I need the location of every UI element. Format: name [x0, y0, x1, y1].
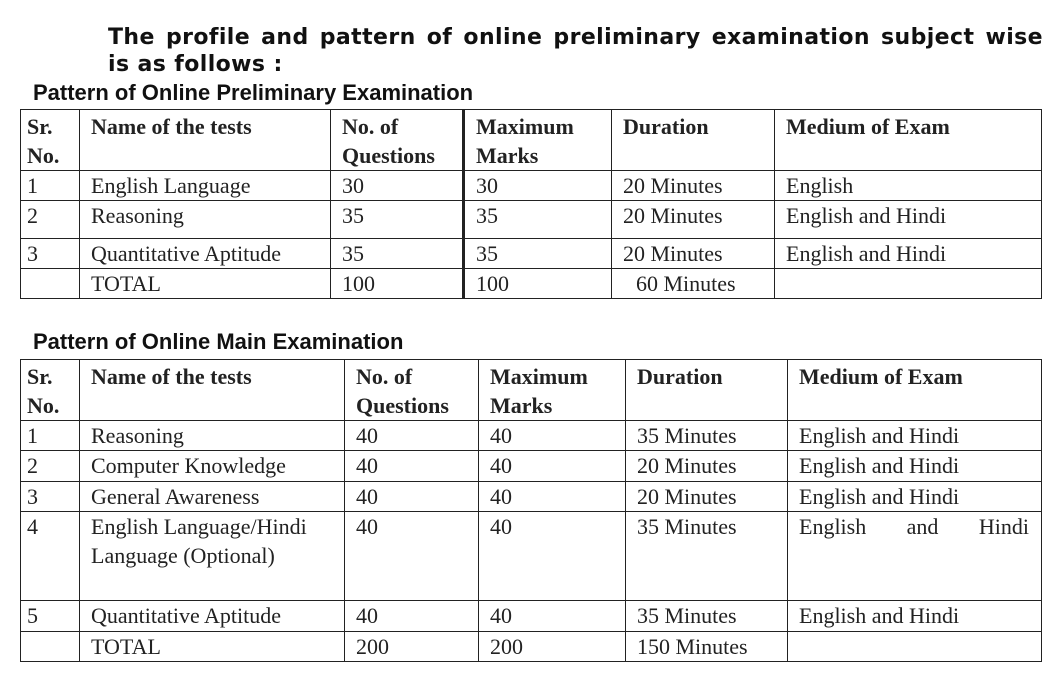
cell-test-name: General Awareness	[80, 482, 345, 512]
header-medium: Medium of Exam	[788, 360, 1042, 421]
cell-test-name: Computer Knowledge	[80, 451, 345, 482]
cell-total-questions: 100	[331, 269, 464, 299]
table-header-row	[21, 110, 1042, 171]
table-row	[21, 601, 1042, 632]
cell-total-medium	[788, 632, 1042, 662]
cell-test-name: Reasoning	[80, 421, 345, 451]
header-duration: Duration	[626, 360, 788, 421]
header-medium: Medium of Exam	[775, 110, 1042, 171]
cell-marks: 40	[479, 482, 626, 512]
cell-total-duration: 150 Minutes	[626, 632, 788, 662]
cell-marks: 30	[464, 171, 612, 201]
cell-questions: 35	[331, 201, 464, 239]
cell-duration: 20 Minutes	[612, 201, 775, 239]
cell-medium: English and Hindi	[788, 421, 1042, 451]
cell-questions: 35	[331, 239, 464, 269]
header-sr-no: Sr. No.	[21, 110, 80, 171]
main-exam-table	[20, 359, 1042, 662]
cell-sr: 3	[21, 482, 80, 512]
cell-total-label: TOTAL	[80, 632, 345, 662]
cell-sr: 4	[21, 512, 80, 601]
cell-medium: English and Hindi	[788, 512, 1042, 601]
header-test-name: Name of the tests	[80, 110, 331, 171]
header-questions: No. of Questions	[345, 360, 479, 421]
header-max-marks: Maximum Marks	[464, 110, 612, 171]
cell-marks: 40	[479, 421, 626, 451]
preliminary-exam-title: Pattern of Online Preliminary Examination	[33, 80, 474, 105]
cell-test-name: Reasoning	[80, 201, 331, 239]
cell-test-name: English Language	[80, 171, 331, 201]
cell-sr: 2	[21, 451, 80, 482]
cell-total-label: TOTAL	[80, 269, 331, 299]
cell-sr: 2	[21, 201, 80, 239]
cell-medium: English and Hindi	[775, 239, 1042, 269]
preliminary-exam-table	[20, 109, 1042, 299]
cell-questions: 30	[331, 171, 464, 201]
cell-duration: 35 Minutes	[626, 601, 788, 632]
intro-text: The profile and pattern of online preliminary examination subject wise is as follows :	[108, 25, 1043, 77]
cell-marks: 40	[479, 512, 626, 601]
cell-questions: 40	[345, 601, 479, 632]
cell-total-questions: 200	[345, 632, 479, 662]
cell-sr: 1	[21, 171, 80, 201]
table-row	[21, 512, 1042, 601]
header-sr-no: Sr. No.	[21, 360, 80, 421]
main-exam-title: Pattern of Online Main Examination	[33, 329, 404, 354]
table-row	[21, 201, 1042, 239]
cell-sr: 1	[21, 421, 80, 451]
cell-duration: 35 Minutes	[626, 421, 788, 451]
header-questions: No. of Questions	[331, 110, 464, 171]
cell-duration: 35 Minutes	[626, 512, 788, 601]
cell-test-name: English Language/Hindi Language (Optional)	[80, 512, 345, 601]
cell-duration: 20 Minutes	[612, 239, 775, 269]
cell-total-medium	[775, 269, 1042, 299]
cell-sr: 5	[21, 601, 80, 632]
cell-total-duration: 60 Minutes	[612, 269, 775, 299]
cell-medium: English and Hindi	[788, 482, 1042, 512]
cell-questions: 40	[345, 482, 479, 512]
cell-questions: 40	[345, 512, 479, 601]
cell-duration: 20 Minutes	[626, 482, 788, 512]
table-row	[21, 482, 1042, 512]
table-total-row	[21, 269, 1042, 299]
table-row	[21, 171, 1042, 201]
cell-questions: 40	[345, 421, 479, 451]
cell-medium: English and Hindi	[775, 201, 1042, 239]
cell-duration: 20 Minutes	[612, 171, 775, 201]
table-total-row	[21, 632, 1042, 662]
cell-total-marks: 100	[464, 269, 612, 299]
cell-total-marks: 200	[479, 632, 626, 662]
cell-test-name: Quantitative Aptitude	[80, 239, 331, 269]
cell-medium: English and Hindi	[788, 451, 1042, 482]
cell-marks: 35	[464, 201, 612, 239]
cell-marks: 40	[479, 451, 626, 482]
table-row	[21, 239, 1042, 269]
cell-sr: 3	[21, 239, 80, 269]
cell-medium: English and Hindi	[788, 601, 1042, 632]
cell-marks: 40	[479, 601, 626, 632]
cell-test-name: Quantitative Aptitude	[80, 601, 345, 632]
cell-sr	[21, 632, 80, 662]
header-max-marks: Maximum Marks	[479, 360, 626, 421]
table-header-row	[21, 360, 1042, 421]
cell-sr	[21, 269, 80, 299]
cell-medium: English	[775, 171, 1042, 201]
header-test-name: Name of the tests	[80, 360, 345, 421]
cell-questions: 40	[345, 451, 479, 482]
table-row	[21, 421, 1042, 451]
cell-duration: 20 Minutes	[626, 451, 788, 482]
table-row	[21, 451, 1042, 482]
cell-marks: 35	[464, 239, 612, 269]
header-duration: Duration	[612, 110, 775, 171]
